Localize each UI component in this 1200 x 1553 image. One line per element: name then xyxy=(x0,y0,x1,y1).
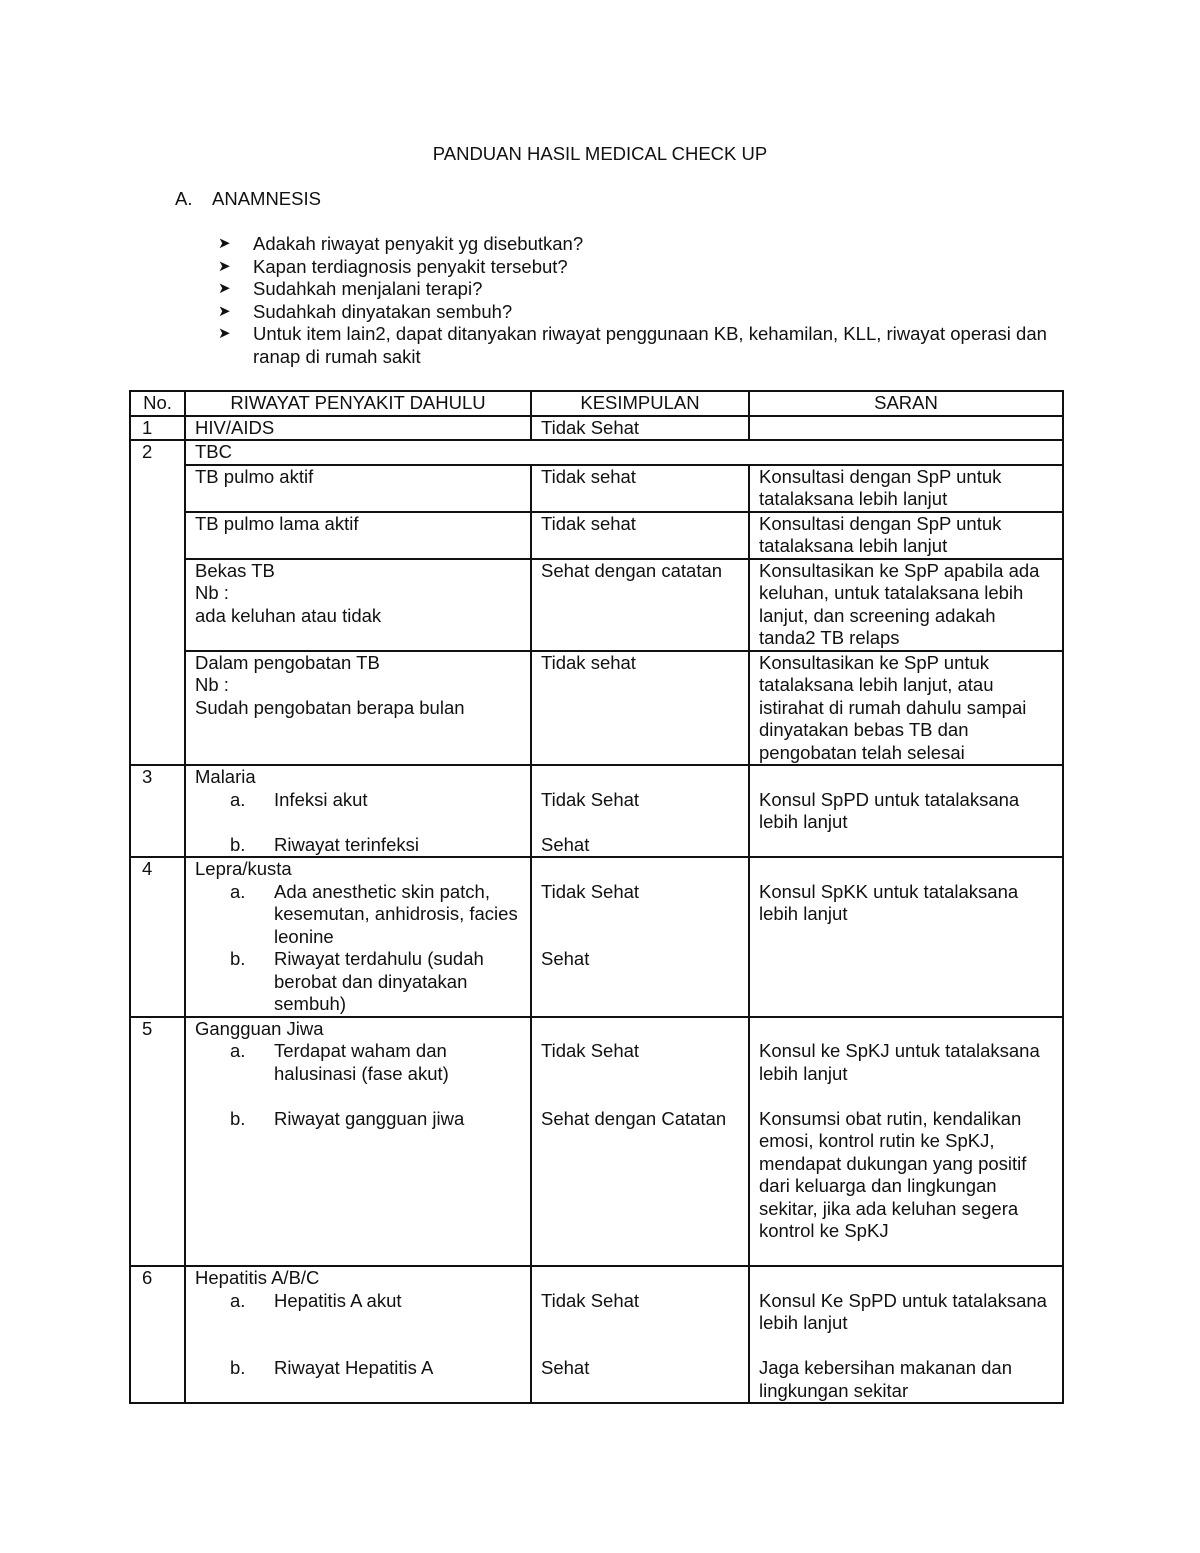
riwayat-cell xyxy=(185,857,531,1017)
disease-heading: Gangguan Jiwa xyxy=(195,1017,324,1039)
saran-text: Konsul SpPD untuk tatalaksana lebih lanjut xyxy=(759,788,1020,832)
saran-text: Konsumsi obat rutin, kendalikan emosi, kontrol rutin ke SpKJ, mendapat dukungan yang positif dari keluarga dan lingkungan sekitar, jika ada keluhan segera kontrol ke SpKJ xyxy=(759,1107,1027,1241)
kesimpulan-text: Sehat xyxy=(541,948,590,969)
list-item xyxy=(218,233,1068,256)
table-row xyxy=(130,765,1063,857)
sub-item-label: a. xyxy=(230,880,246,902)
kesimpulan-cell xyxy=(531,1266,749,1403)
header-kesimpulan: KESIMPULAN xyxy=(531,391,749,416)
table-row xyxy=(130,1266,1063,1403)
row-number: 3 xyxy=(130,765,185,857)
header-no: No. xyxy=(130,391,185,416)
sub-item-label: a. xyxy=(230,1289,246,1311)
saran-cell xyxy=(749,1266,1063,1403)
table-row xyxy=(130,440,1063,465)
sub-item xyxy=(195,1108,522,1131)
question-text: Kapan terdiagnosis penyakit tersebut? xyxy=(253,255,568,277)
question-text: Untuk item lain2, dapat ditanyakan riwayat penggunaan KB, kehamilan, KLL, riwayat operasi dan ranap di rumah sakit xyxy=(253,323,1047,367)
kesimpulan-cell: Tidak sehat xyxy=(531,651,749,766)
riwayat-cell xyxy=(185,559,531,651)
nb-note: Sudah pengobatan berapa bulan xyxy=(195,696,465,718)
saran-text: Konsul SpKK untuk tatalaksana lebih lanjut xyxy=(759,880,1019,924)
kesimpulan-cell: Sehat dengan catatan xyxy=(531,559,749,651)
saran-text: Konsul Ke SpPD untuk tatalaksana lebih lanjut xyxy=(759,1289,1047,1333)
row-number: 4 xyxy=(130,857,185,1017)
arrowhead-bullet-icon: ➤ xyxy=(218,235,231,252)
kesimpulan-text: Tidak Sehat xyxy=(541,1040,640,1061)
medical-history-table xyxy=(129,390,1064,1404)
saran-cell xyxy=(749,857,1063,1017)
nb-note: ada keluhan atau tidak xyxy=(195,604,382,626)
sub-item xyxy=(195,1357,522,1380)
riwayat-text: Bekas TB xyxy=(195,559,275,581)
disease-heading: Lepra/kusta xyxy=(195,858,292,879)
nb-label: Nb : xyxy=(195,582,229,603)
table-row xyxy=(130,559,1063,651)
kesimpulan-cell xyxy=(531,857,749,1017)
sub-item xyxy=(195,881,522,949)
list-item xyxy=(218,301,1068,324)
kesimpulan-cell: Tidak Sehat xyxy=(531,416,749,441)
kesimpulan-cell xyxy=(531,765,749,857)
sub-item-label: b. xyxy=(230,1357,246,1378)
sub-item-label: a. xyxy=(230,1040,246,1061)
sub-item-label: a. xyxy=(230,788,246,810)
disease-heading: Malaria xyxy=(195,766,256,787)
saran-cell: Konsultasi dengan SpP untuk tatalaksana lebih lanjut xyxy=(749,512,1063,559)
sub-item xyxy=(195,1290,522,1313)
disease-heading: Hepatitis A/B/C xyxy=(195,1267,320,1288)
table-row xyxy=(130,651,1063,766)
saran-cell xyxy=(749,765,1063,857)
row-number: 2 xyxy=(130,440,185,765)
sub-item-text: Infeksi akut xyxy=(274,788,368,810)
sub-item xyxy=(195,1040,522,1085)
kesimpulan-text: Tidak Sehat xyxy=(541,1289,640,1311)
riwayat-cell xyxy=(185,651,531,766)
arrowhead-bullet-icon: ➤ xyxy=(218,325,231,342)
riwayat-cell: TB pulmo lama aktif xyxy=(185,512,531,559)
anamnesis-question-list xyxy=(218,233,1068,368)
riwayat-text: Dalam pengobatan TB xyxy=(195,651,380,673)
table-row xyxy=(130,857,1063,1017)
question-text: Adakah riwayat penyakit yg disebutkan? xyxy=(253,233,584,254)
sub-item-text: Riwayat terdahulu (sudah berobat dan dinyatakan sembuh) xyxy=(274,948,484,1014)
table-row xyxy=(130,1017,1063,1267)
sub-item-label: b. xyxy=(230,948,246,969)
document-title: PANDUAN HASIL MEDICAL CHECK UP xyxy=(432,143,768,164)
kesimpulan-text: Sehat xyxy=(541,833,590,855)
sub-item-text: Riwayat gangguan jiwa xyxy=(274,1107,465,1129)
list-item xyxy=(218,256,1068,279)
saran-cell: Konsultasikan ke SpP untuk tatalaksana lebih lanjut, atau istirahat di rumah dahulu sampai dinyatakan bebas TB dan pengobatan telah selesai xyxy=(749,651,1063,766)
kesimpulan-cell xyxy=(531,1017,749,1267)
sub-item-text: Terdapat waham dan halusinasi (fase akut) xyxy=(274,1040,449,1084)
saran-text: Konsul ke SpKJ untuk tatalaksana lebih lanjut xyxy=(759,1040,1040,1084)
sub-item xyxy=(195,948,522,1016)
table-header-row xyxy=(130,391,1063,416)
header-riwayat: RIWAYAT PENYAKIT DAHULU xyxy=(185,391,531,416)
row-number: 1 xyxy=(130,416,185,441)
row-number: 6 xyxy=(130,1266,185,1403)
riwayat-cell xyxy=(185,1017,531,1267)
saran-cell: Konsultasi dengan SpP untuk tatalaksana lebih lanjut xyxy=(749,465,1063,512)
row-number: 5 xyxy=(130,1017,185,1267)
saran-cell: Konsultasikan ke SpP apabila ada keluhan, untuk tatalaksana lebih lanjut, dan screening adakah tanda2 TB relaps xyxy=(749,559,1063,651)
sub-item xyxy=(195,834,522,857)
sub-item-text: Riwayat terinfeksi xyxy=(274,833,419,855)
sub-item-text: Riwayat Hepatitis A xyxy=(274,1357,434,1378)
riwayat-cell xyxy=(185,1266,531,1403)
sub-item-label: b. xyxy=(230,833,246,855)
kesimpulan-text: Tidak Sehat xyxy=(541,880,640,902)
table-row xyxy=(130,512,1063,559)
sub-item-label: b. xyxy=(230,1107,246,1129)
kesimpulan-cell: Tidak sehat xyxy=(531,465,749,512)
list-item xyxy=(218,323,1068,368)
arrowhead-bullet-icon: ➤ xyxy=(218,302,231,320)
disease-heading: TBC xyxy=(185,440,1063,465)
section-heading xyxy=(175,188,321,210)
table-row xyxy=(130,416,1063,441)
saran-cell xyxy=(749,1017,1063,1267)
sub-item-text: Hepatitis A akut xyxy=(274,1289,402,1311)
kesimpulan-text: Sehat dengan Catatan xyxy=(541,1107,727,1129)
nb-label: Nb : xyxy=(195,674,229,695)
list-item xyxy=(218,278,1068,301)
table-row xyxy=(130,465,1063,512)
arrowhead-bullet-icon: ➤ xyxy=(218,280,231,297)
header-saran: SARAN xyxy=(749,391,1063,416)
saran-text: Jaga kebersihan makanan dan lingkungan sekitar xyxy=(759,1357,1013,1401)
kesimpulan-cell: Tidak sehat xyxy=(531,512,749,559)
section-heading-text: ANAMNESIS xyxy=(212,188,321,209)
kesimpulan-text: Sehat xyxy=(541,1357,590,1378)
sub-item xyxy=(195,789,522,812)
riwayat-cell xyxy=(185,765,531,857)
saran-cell xyxy=(749,416,1063,441)
arrowhead-bullet-icon: ➤ xyxy=(218,257,231,275)
section-letter: A. xyxy=(175,188,193,209)
question-text: Sudahkah dinyatakan sembuh? xyxy=(253,300,513,322)
riwayat-cell: HIV/AIDS xyxy=(185,416,531,441)
riwayat-cell: TB pulmo aktif xyxy=(185,465,531,512)
sub-item-text: Ada anesthetic skin patch, kesemutan, anhidrosis, facies leonine xyxy=(274,880,518,947)
question-text: Sudahkah menjalani terapi? xyxy=(253,278,483,299)
kesimpulan-text: Tidak Sehat xyxy=(541,788,640,810)
